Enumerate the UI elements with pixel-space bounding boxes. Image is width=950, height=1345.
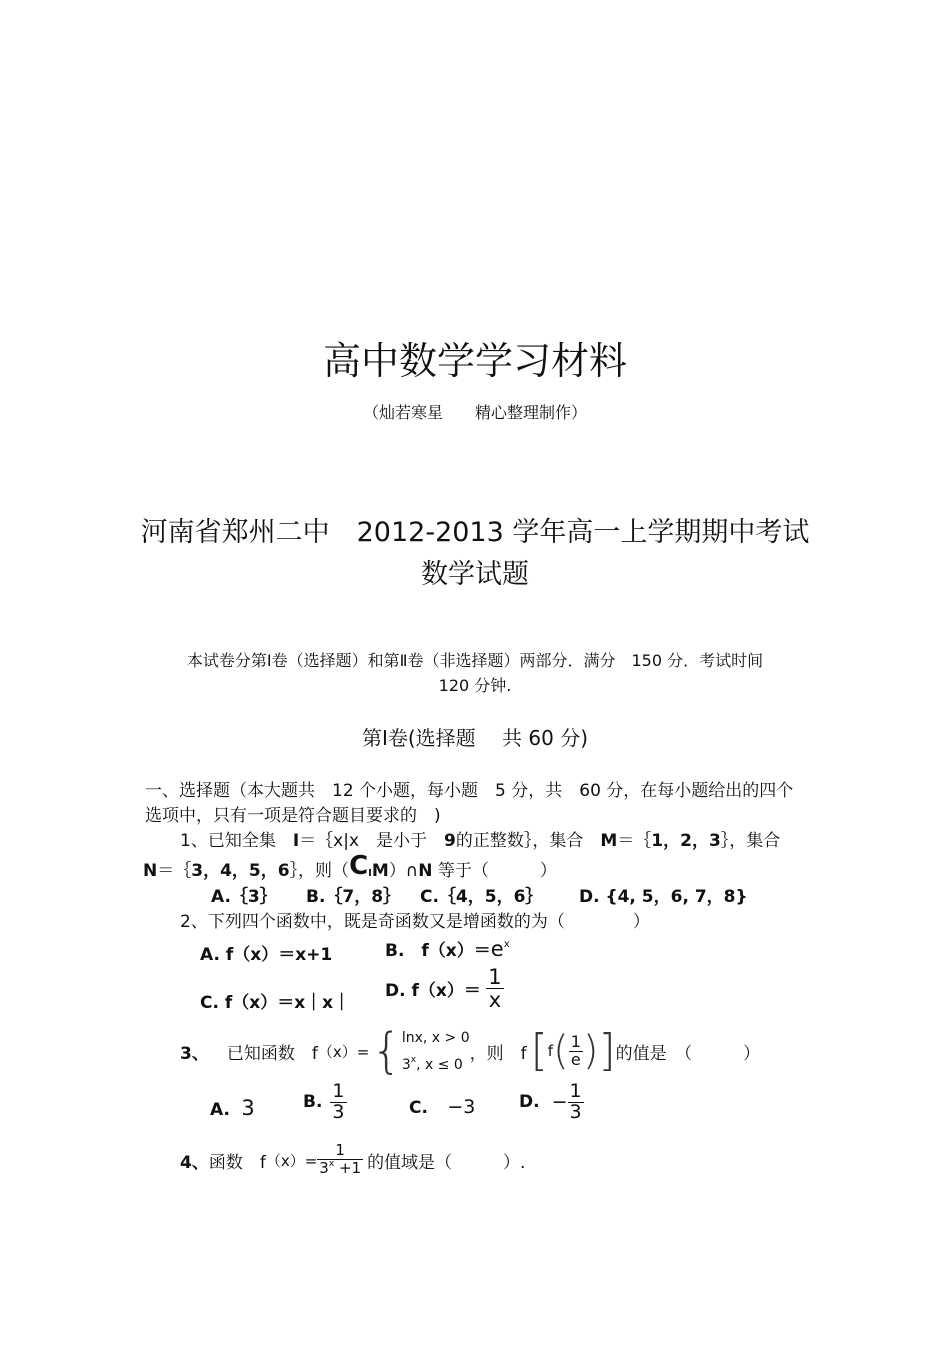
q1-text: ｝，则（ — [289, 861, 350, 881]
q1-text: 的正整数｝，集合 — [455, 831, 601, 851]
q1-option-b: B.｛7，8｝ — [306, 887, 401, 907]
right-bracket: ] — [598, 1025, 616, 1076]
q3-option-d-sign: − — [551, 1091, 568, 1114]
q4-fx: （x）= — [265, 1151, 318, 1170]
q1-set-n-elements: 3，4，5，6 — [191, 861, 290, 881]
q1-option-d: D. {4, 5，6, 7，8} — [579, 887, 748, 907]
q3-option-a-value: 3 — [241, 1096, 255, 1120]
right-paren: ) — [582, 1028, 599, 1074]
q1-text: 1、已知全集 — [180, 831, 293, 851]
q3-option-b — [303, 1082, 347, 1123]
q2-option-d — [385, 966, 504, 1011]
q3-option-d-fraction — [568, 1082, 584, 1123]
q3-piece-2-exp: x — [410, 1054, 417, 1065]
q3-option-c-value: −3 — [447, 1096, 476, 1118]
q3-inner-f: f — [547, 1042, 554, 1060]
q3-option-b-fraction — [330, 1082, 346, 1123]
part1-title: 第Ⅰ卷(选择题 共 60 分) — [361, 726, 589, 750]
q3-text: 的值是 （ ） — [615, 1043, 761, 1064]
page-subtitle: （灿若寒星 精心整理制作） — [362, 403, 587, 422]
q4-stem — [180, 1138, 525, 1182]
q2-option-c: C. f（x）＝x｜x｜ — [200, 993, 351, 1013]
q3-piece-2-rest: , x ≤ 0 — [416, 1056, 463, 1073]
q3-option-b-numerator: 1 — [332, 1080, 345, 1102]
complement-subscript: I — [368, 868, 372, 879]
piecewise-brace: { — [371, 1023, 402, 1079]
exam-intro-line1: 本试卷分第Ⅰ卷（选择题）和第Ⅱ卷（非选择题）两部分．满分 150 分．考试时间 — [186, 651, 764, 670]
q3-option-d-label: D. — [519, 1092, 540, 1113]
q3-option-d-denominator: 3 — [569, 1100, 582, 1123]
q1-option-c: C.｛4，5，6｝ — [420, 887, 543, 907]
q2-stem: 2、下列四个函数中，既是奇函数又是增函数的为（ ） — [180, 912, 650, 932]
q1-set-m: M — [600, 831, 618, 851]
q1-set-n: N — [418, 861, 433, 881]
section-instructions-line2: 选项中，只有一项是符合题目要求的 ) — [145, 806, 441, 826]
q3-fraction — [569, 1031, 583, 1069]
q3-text: 已知函数 f — [226, 1043, 318, 1064]
q3-option-d-numerator: 1 — [569, 1080, 582, 1102]
q3-option-d — [519, 1082, 584, 1123]
q2-option-d-label: D. f（x）＝ — [385, 981, 481, 1002]
q1-set-m: M — [371, 861, 389, 881]
exam-intro-line2: 120 分钟. — [438, 676, 512, 695]
q4-den-exp: x — [328, 1159, 335, 1169]
page-title: 高中数学学习材料 — [322, 339, 627, 383]
q1-text: ｝，集合 — [720, 831, 781, 851]
q2-fraction-denominator: x — [488, 988, 502, 1013]
q3-piece-2-base: 3 — [401, 1056, 411, 1073]
q2-fraction — [486, 966, 503, 1011]
q3-option-c — [409, 1096, 475, 1118]
q1-text: ＝｛ — [157, 861, 192, 881]
q3-piece-1: lnx, x > 0 — [401, 1029, 470, 1046]
q3-option-a-label: A. — [210, 1100, 230, 1120]
exam-title-line1: 河南省郑州二中 2012-2013 学年高一上学期期中考试 — [140, 517, 810, 548]
q1-set-m-elements: 1，2，3 — [651, 831, 721, 851]
q3-fraction-denominator: e — [570, 1049, 581, 1069]
q3-fraction-numerator: 1 — [570, 1031, 581, 1051]
q1-number: 9 — [444, 831, 456, 851]
q3-piecewise — [402, 1027, 470, 1076]
q4-den-base: 3 — [319, 1159, 329, 1177]
q1-text: ＝｛x|x 是小于 — [299, 831, 445, 851]
q1-text: ＝｛ — [617, 831, 652, 851]
q2-exp-base: e — [490, 937, 504, 961]
q1-stem-line2 — [143, 851, 557, 881]
q2-exp-power: x — [503, 939, 510, 950]
q4-fraction-numerator: 1 — [317, 1143, 363, 1160]
q4-den-rest: +1 — [334, 1159, 362, 1177]
q1-stem-line1 — [180, 826, 780, 851]
q2-option-a: A. f（x）＝x+1 — [200, 945, 333, 965]
left-bracket: [ — [530, 1025, 548, 1076]
q1-option-a: A.｛3｝ — [211, 887, 277, 907]
q4-fraction — [317, 1143, 363, 1177]
q1-text: 等于（ ） — [432, 861, 557, 881]
q3-piece-2 — [402, 1049, 470, 1076]
left-paren: ( — [553, 1028, 569, 1074]
q2-fraction-numerator: 1 — [488, 965, 502, 989]
q3-number: 3、 — [180, 1043, 209, 1064]
q3-fx: （x）= — [317, 1042, 370, 1061]
exam-title-line2: 数学试题 — [421, 559, 529, 590]
q3-stem — [180, 1024, 760, 1078]
q1-set-n: N — [143, 861, 158, 881]
complement-symbol: C — [349, 851, 369, 881]
q4-fraction-denominator — [317, 1160, 363, 1177]
q4-number: 4、 — [180, 1152, 209, 1173]
q1-set-i: I — [292, 831, 300, 851]
q2-option-b-label: B. f（x）＝ — [385, 941, 491, 961]
q4-text: 的值域是（ ）. — [367, 1152, 526, 1173]
q3-option-b-label: B. — [303, 1092, 323, 1113]
q4-text: 函数 f — [208, 1152, 266, 1173]
q2-option-b — [385, 936, 510, 961]
q3-option-c-label: C. — [409, 1098, 428, 1118]
q3-text: ，则 f — [469, 1043, 527, 1064]
q3-option-b-denominator: 3 — [332, 1100, 345, 1123]
q1-text: ）∩ — [388, 861, 419, 881]
q3-option-a — [210, 1096, 255, 1120]
section-instructions-line1: 一、选择题（本大题共 12 个小题，每小题 5 分，共 60 分，在每小题给出的四个 — [145, 781, 794, 801]
